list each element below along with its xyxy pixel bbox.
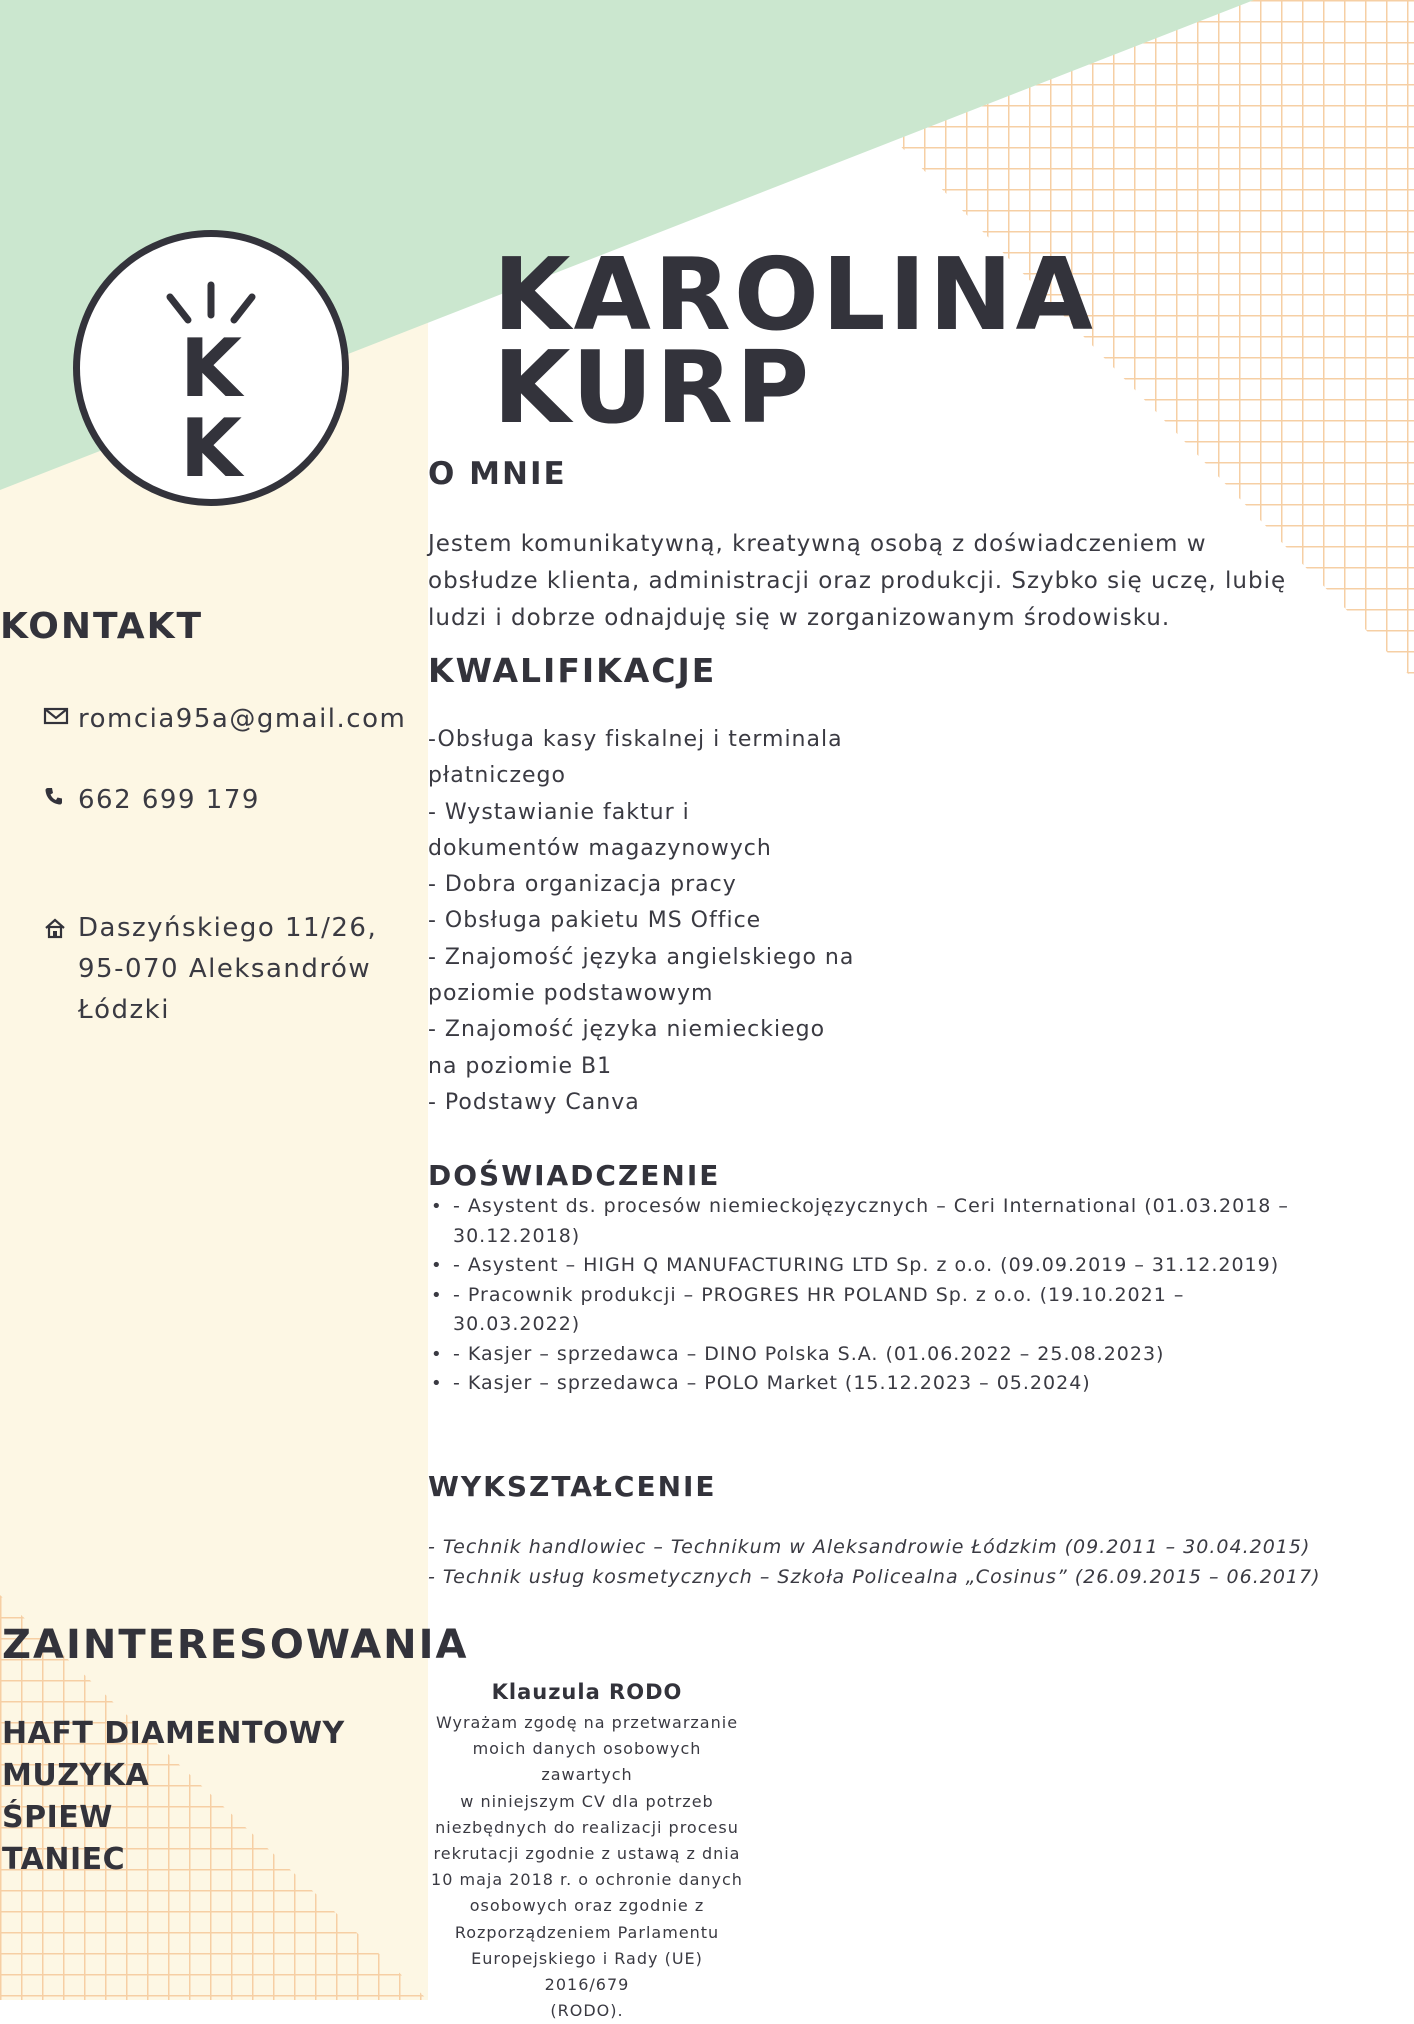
experience-list [428,1192,1313,1399]
about-heading: O MNIE [428,456,567,492]
experience-item: • - Kasjer – sprzedawca – DINO Polska S.A. (01.06.2022 – 25.08.2023) [453,1340,1313,1370]
qualifications-list [428,722,888,1121]
interest-item: MUZYKA [2,1758,150,1793]
qualification-line: płatniczego [428,763,566,789]
education-item: - Technik usług kosmetycznych – Szkoła Policealna „Cosinus” (26.09.2015 – 06.2017) [428,1566,1321,1588]
first-name: KAROLINA [493,236,1096,353]
experience-item: • - Kasjer – sprzedawca – POLO Market (15.12.2023 – 05.2024) [453,1369,1313,1399]
qualification-line: na poziomie B1 [428,1053,613,1079]
contact-phone[interactable]: 662 699 179 [78,785,260,815]
education-list [428,1532,1328,1592]
rodo-line: moich danych osobowych zawartych [472,1739,702,1785]
qualification-line: -Obsługa kasy fiskalnej i terminala [428,727,843,752]
monogram-circle [73,230,349,506]
contact-email-row [44,704,406,734]
contact-address [78,908,377,1031]
about-text: Jestem komunikatywną, kreatywną osobą z doświadczeniem w obsłudze klienta, administracji oraz produkcji. Szybko się uczę, lubię ludzi i dobrze odnajduję się w zorganizowanym środowisku. [428,531,1287,631]
rodo-line: 10 maja 2018 r. o ochronie danych [431,1870,743,1890]
home-icon [44,912,78,953]
last-name: KURP [493,329,813,446]
experience-item: • - Asystent – HIGH Q MANUFACTURING LTD Sp. z o.o. (09.09.2019 – 31.12.2019) [453,1251,1313,1281]
contact-email[interactable]: romcia95a@gmail.com [78,704,407,734]
qualification-line: dokumentów magazynowych [428,835,772,861]
rodo-line: rekrutacji zgodnie z ustawą z dnia [433,1844,741,1864]
rodo-line: Rozporządzeniem Parlamentu [454,1922,720,1942]
rodo-line: niezbędnych do realizacji procesu [435,1817,739,1837]
interest-item: ŚPIEW [2,1800,113,1835]
rodo-text [428,1710,746,2024]
phone-icon [44,786,78,811]
education-heading: WYKSZTAŁCENIE [428,1470,717,1503]
qualification-line: - Znajomość języka niemieckiego [428,1017,826,1043]
envelope-icon [44,706,78,730]
rodo-line: osobowych oraz zgodnie z [469,1896,705,1916]
interest-item: TANIEC [2,1842,126,1877]
rodo-line: Wyrażam zgodę na przetwarzanie [435,1713,739,1732]
qualification-line: poziomie podstawowym [428,981,714,1007]
contact-phone-row [44,785,260,815]
contact-address-row [44,908,377,1031]
qualification-line: - Obsługa pakietu MS Office [428,908,762,934]
interests-heading: ZAINTERESOWANIA [2,1622,469,1668]
qualification-line: - Znajomość języka angielskiego na [428,944,855,970]
rodo-line: w niniejszym CV dla potrzeb [460,1791,714,1811]
experience-item: • - Pracownik produkcji – PROGRES HR POLAND Sp. z o.o. (19.10.2021 – 30.03.2022) [453,1281,1313,1340]
address-line: Łódzki [78,995,170,1025]
full-name [493,236,1096,446]
qualification-line: - Podstawy Canva [428,1089,640,1115]
contact-heading: KONTAKT [0,606,204,647]
experience-item: • - Asystent ds. procesów niemieckojęzycznych – Ceri International (01.03.2018 – 30.12.2018) [453,1192,1313,1251]
rodo-line: Europejskiego i Rady (UE) 2016/679 [471,1948,703,1995]
qualification-line: - Dobra organizacja pracy [428,872,737,898]
rodo-clause [428,1680,746,2024]
rodo-line: (RODO). [550,2001,624,2021]
monogram-letters: K K [180,322,270,495]
rodo-title: Klauzula RODO [491,1680,683,1704]
interests-list [2,1713,345,1881]
address-line: Daszyńskiego 11/26, [78,913,378,943]
experience-heading: DOŚWIADCZENIE [428,1159,721,1192]
qualifications-heading: KWALIFIKACJE [428,651,717,690]
qualification-line: - Wystawianie faktur i [428,799,690,825]
education-item: - Technik handlowiec – Technikum w Aleksandrowie Łódzkim (09.2011 – 30.04.2015) [428,1536,1311,1558]
interest-item: HAFT DIAMENTOWY [2,1716,345,1751]
address-line: 95-070 Aleksandrów [78,954,372,984]
